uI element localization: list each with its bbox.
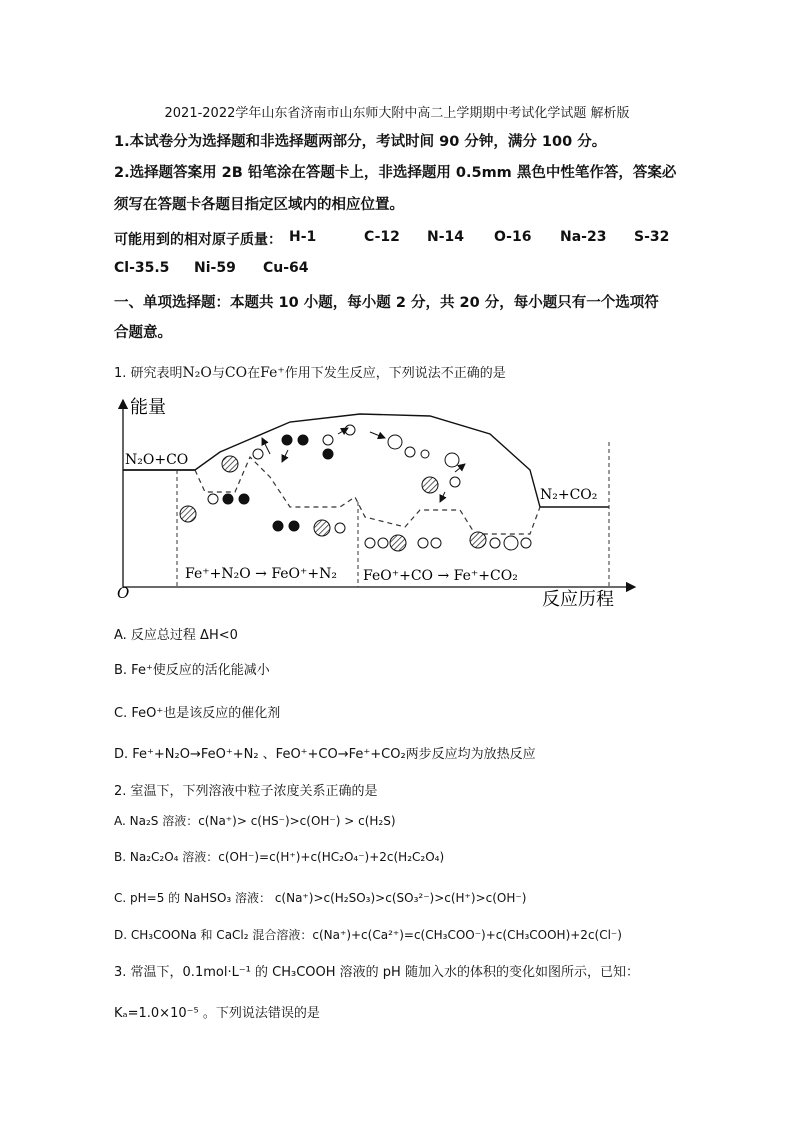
section-heading-1: 一、单项选择题：本题共 10 小题，每小题 2 分，共 20 分，每小题只有一个选项符 [114, 295, 659, 311]
mass-o: O-16 [494, 229, 532, 245]
energy-path [123, 414, 609, 507]
mass-n: N-14 [427, 229, 465, 245]
q2-option-b[interactable]: B. Na₂C₂O₄ 溶液：c(OH⁻)=c(H⁺)+c(HC₂O₄⁻)+2c(H₂C₂O₄) [114, 850, 445, 864]
q1-option-b[interactable]: B. Fe⁺使反应的活化能减小 [114, 663, 270, 678]
q1-option-c[interactable]: C. FeO⁺也是该反应的催化剂 [114, 706, 281, 721]
mass-na: Na-23 [560, 229, 607, 245]
mass-h: H-1 [289, 229, 317, 245]
y-axis-label: 能量 [130, 397, 166, 418]
products-label: N₂+CO₂ [540, 487, 598, 503]
mass-s: S-32 [634, 229, 670, 245]
instruction-2b: 须写在答题卡各题目指定区域内的相应位置。 [114, 197, 404, 213]
mass-cu: Cu-64 [263, 260, 309, 276]
q2-option-d[interactable]: D. CH₃COONa 和 CaCl₂ 混合溶液：c(Na⁺)+c(Ca²⁺)=c(CH₃COO⁻)+c(CH₃COOH)+2c(Cl⁻) [114, 928, 622, 942]
origin-label: O [117, 584, 130, 602]
page-title: 2021-2022学年山东省济南市山东师大附中高二上学期期中考试化学试题 解析版 [164, 106, 630, 121]
instruction-2a: 2.选择题答案用 2B 铅笔涂在答题卡上，非选择题用 0.5mm 黑色中性笔作答，答案必 [114, 165, 677, 181]
q1-stem: 1. 研究表明N₂O与CO在Fe⁺作用下发生反应，下列说法不正确的是 [114, 365, 506, 381]
energy-diagram [110, 392, 640, 617]
q2-option-a[interactable]: A. Na₂S 溶液：c(Na⁺)> c(HS⁻)>c(OH⁻) > c(H₂S) [114, 814, 396, 828]
mass-cl: Cl-35.5 [114, 260, 170, 276]
q3-stem-1: 3. 常温下，0.1mol·L⁻¹ 的 CH₃COOH 溶液的 pH 随加入水的体积的变化如图所示，已知： [114, 965, 639, 980]
step1-label: Fe⁺+N₂O → FeO⁺+N₂ [185, 566, 338, 582]
mass-label: 可能用到的相对原子质量： [114, 232, 282, 248]
molecule-icons [180, 425, 531, 551]
instruction-1: 1.本试卷分为选择题和非选择题两部分，考试时间 90 分钟，满分 100 分。 [114, 134, 607, 150]
q3-stem-2: Kₐ=1.0×10⁻⁵ 。下列说法错误的是 [114, 1006, 320, 1021]
step2-label: FeO⁺+CO → Fe⁺+CO₂ [363, 568, 518, 584]
x-axis-label: 反应历程 [542, 589, 614, 610]
q1-option-a[interactable]: A. 反应总过程 ΔH<0 [114, 628, 238, 643]
mass-ni: Ni-59 [194, 260, 236, 276]
q1-option-d[interactable]: D. Fe⁺+N₂O→FeO⁺+N₂ 、FeO⁺+CO→Fe⁺+CO₂两步反应均为放热反应 [114, 747, 536, 762]
mass-c: C-12 [364, 229, 400, 245]
q2-stem: 2. 室温下，下列溶液中粒子浓度关系正确的是 [114, 784, 378, 799]
q2-option-c[interactable]: C. pH=5 的 NaHSO₃ 溶液： c(Na⁺)>c(H₂SO₃)>c(SO₃²⁻)>c(H⁺)>c(OH⁻) [114, 891, 527, 905]
reactants-label: N₂O+CO [125, 452, 189, 468]
section-heading-2: 合题意。 [114, 325, 172, 341]
